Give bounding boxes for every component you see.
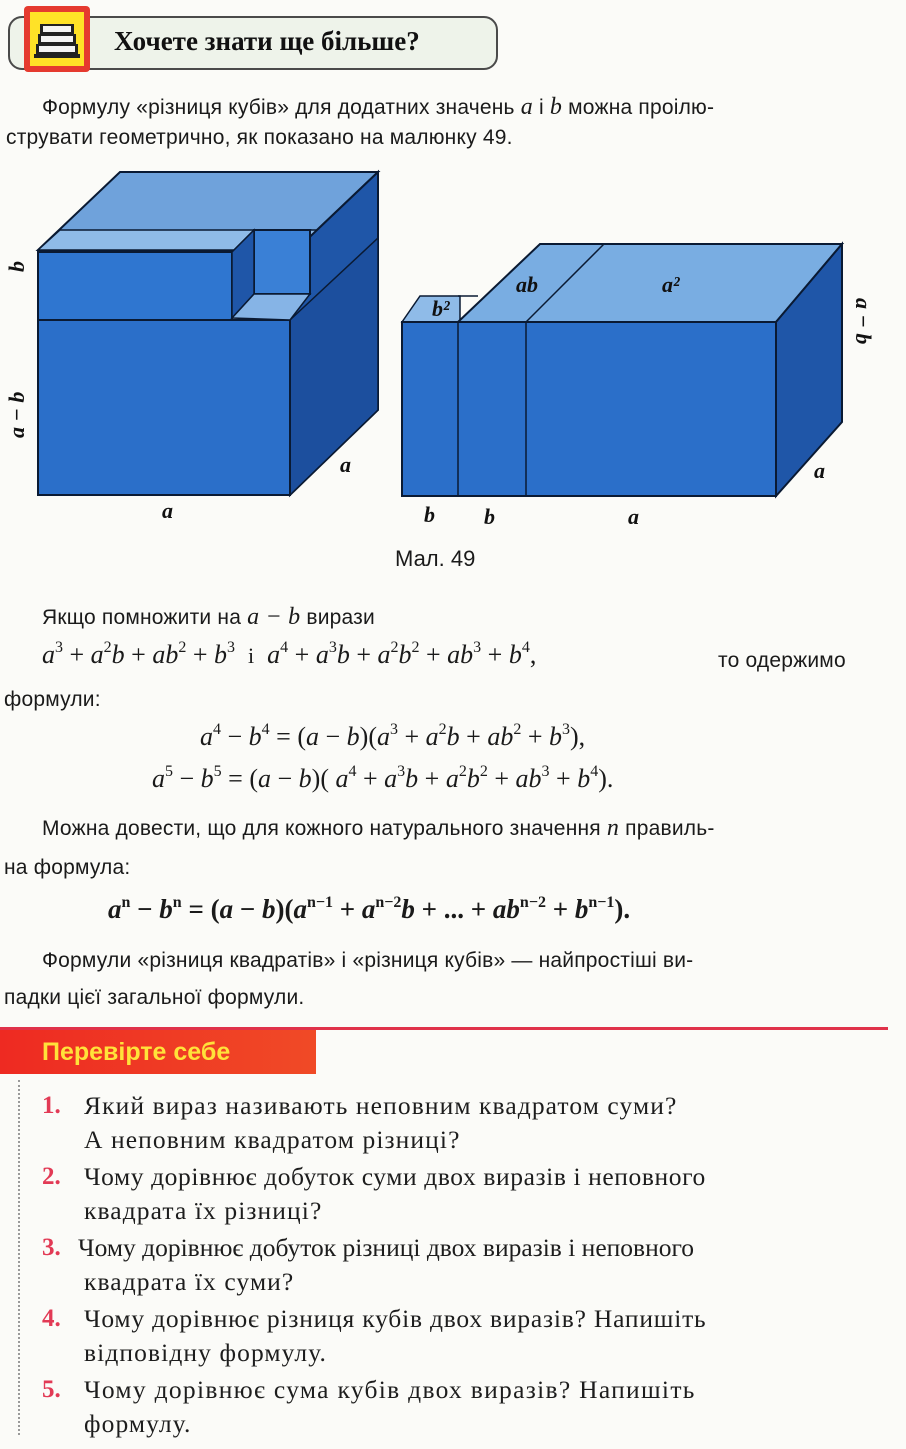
books-icon — [30, 12, 84, 66]
intro-text-1: Формулу «різниця кубів» для додатних значень — [42, 96, 515, 119]
formulas-word: формули: — [4, 688, 101, 711]
right-label-a2: a² — [662, 272, 680, 297]
multiply-text-2: вирази — [306, 606, 375, 629]
multiply-line-1 — [42, 599, 375, 636]
question-2-line-1: Чому дорівнює добуток суми двох виразів і неповного — [84, 1162, 706, 1191]
conclusion-line-2: падки цієї загальної формули. — [4, 986, 305, 1009]
intro-conj: і — [539, 96, 544, 119]
question-5-line-1: Чому дорівнює сума кубів двох виразів? Напишіть — [84, 1375, 696, 1404]
header-title: Хочете знати ще більше? — [114, 26, 420, 56]
section-title: Перевірте себе — [42, 1038, 231, 1066]
right-label-b-first: b — [424, 502, 435, 527]
var-n: n — [606, 815, 620, 841]
var-b: b — [549, 94, 563, 120]
left-label-b: b — [4, 261, 29, 272]
right-label-ab: ab — [516, 272, 538, 297]
question-2-line-2: квадрата їх різниці? — [84, 1196, 323, 1225]
multiply-expr: a − b — [247, 604, 301, 630]
header-icon-frame — [24, 6, 90, 72]
right-label-a-bottom: a — [628, 504, 639, 529]
right-box-top-small — [402, 296, 460, 322]
multiply-text-1: Якщо помножити на — [42, 606, 242, 629]
notch-back — [254, 230, 310, 294]
dotted-margin — [18, 1080, 22, 1435]
question-3-line-1: Чому дорівнює добуток різниці двох виразів і неповного — [78, 1233, 695, 1262]
formula-5: $a^5 - b^5 = (a - b)$( $a^4 + a^3b + a^2b^2 + ab^3 + b^4$). — [152, 763, 614, 793]
question-4-number: 4. — [42, 1305, 61, 1332]
question-1-line-1: Який вираз називають неповним квадратом суми? — [84, 1091, 678, 1120]
right-label-a-depth: a — [814, 458, 825, 483]
question-5-line-2: формулу. — [84, 1409, 192, 1438]
formula-general: $a^n - b^n = (a - b)(a^{n-1} + a^{n-2}b$ + ... + $ab^{n-2} + b^{n-1}$). — [108, 894, 631, 924]
multiply-to-get: то одержимо — [718, 649, 846, 672]
formula-4: $a^4 - b^4 = (a - b)(a^3 + a^2b + ab^2 + b^3)$, — [200, 721, 586, 751]
left-cube-front-lower — [38, 320, 290, 495]
general-line-2: на формула: — [4, 856, 131, 879]
left-label-a-minus-b: a − b — [4, 391, 29, 438]
right-label-a-minus-b: a − b — [851, 298, 876, 345]
question-1-number: 1. — [42, 1092, 61, 1119]
general-text-2: правиль- — [625, 817, 715, 840]
conclusion-line-1: Формули «різниця квадратів» і «різниця кубів» — найпростіші ви- — [42, 949, 694, 972]
intro-text-2: можна проілю- — [568, 96, 715, 119]
left-label-a-bottom: a — [162, 498, 173, 523]
question-4-line-2: відповідну формулу. — [84, 1338, 327, 1367]
question-5-number: 5. — [42, 1376, 61, 1403]
left-label-a-depth: a — [340, 452, 351, 477]
var-a: a — [520, 94, 533, 120]
question-3-line-2: квадрата їх суми? — [84, 1267, 295, 1296]
left-cube-front-upper — [38, 252, 232, 320]
figure-caption: Мал. 49 — [395, 546, 476, 571]
question-4-line-1: Чому дорівнює різниця кубів двох виразів? Напишіть — [84, 1304, 707, 1333]
multiply-expressions: $a^3 + a^2b + ab^2 + b^3$ і $a^4 + a^3b + a^2b^2 + ab^3 + b^4$, — [42, 639, 537, 669]
right-label-b2: b² — [432, 296, 450, 321]
intro-line-2: струвати геометрично, як показано на малюнку 49. — [6, 126, 513, 149]
right-label-b-second: b — [484, 504, 495, 529]
question-3-number: 3. — [42, 1234, 61, 1261]
question-1-line-2: А неповним квадратом різниці? — [84, 1125, 461, 1154]
question-2-number: 2. — [42, 1163, 61, 1190]
general-text-1: Можна довести, що для кожного натурального значення — [42, 817, 601, 840]
general-line-1 — [42, 810, 715, 847]
figure-49 — [0, 160, 906, 540]
